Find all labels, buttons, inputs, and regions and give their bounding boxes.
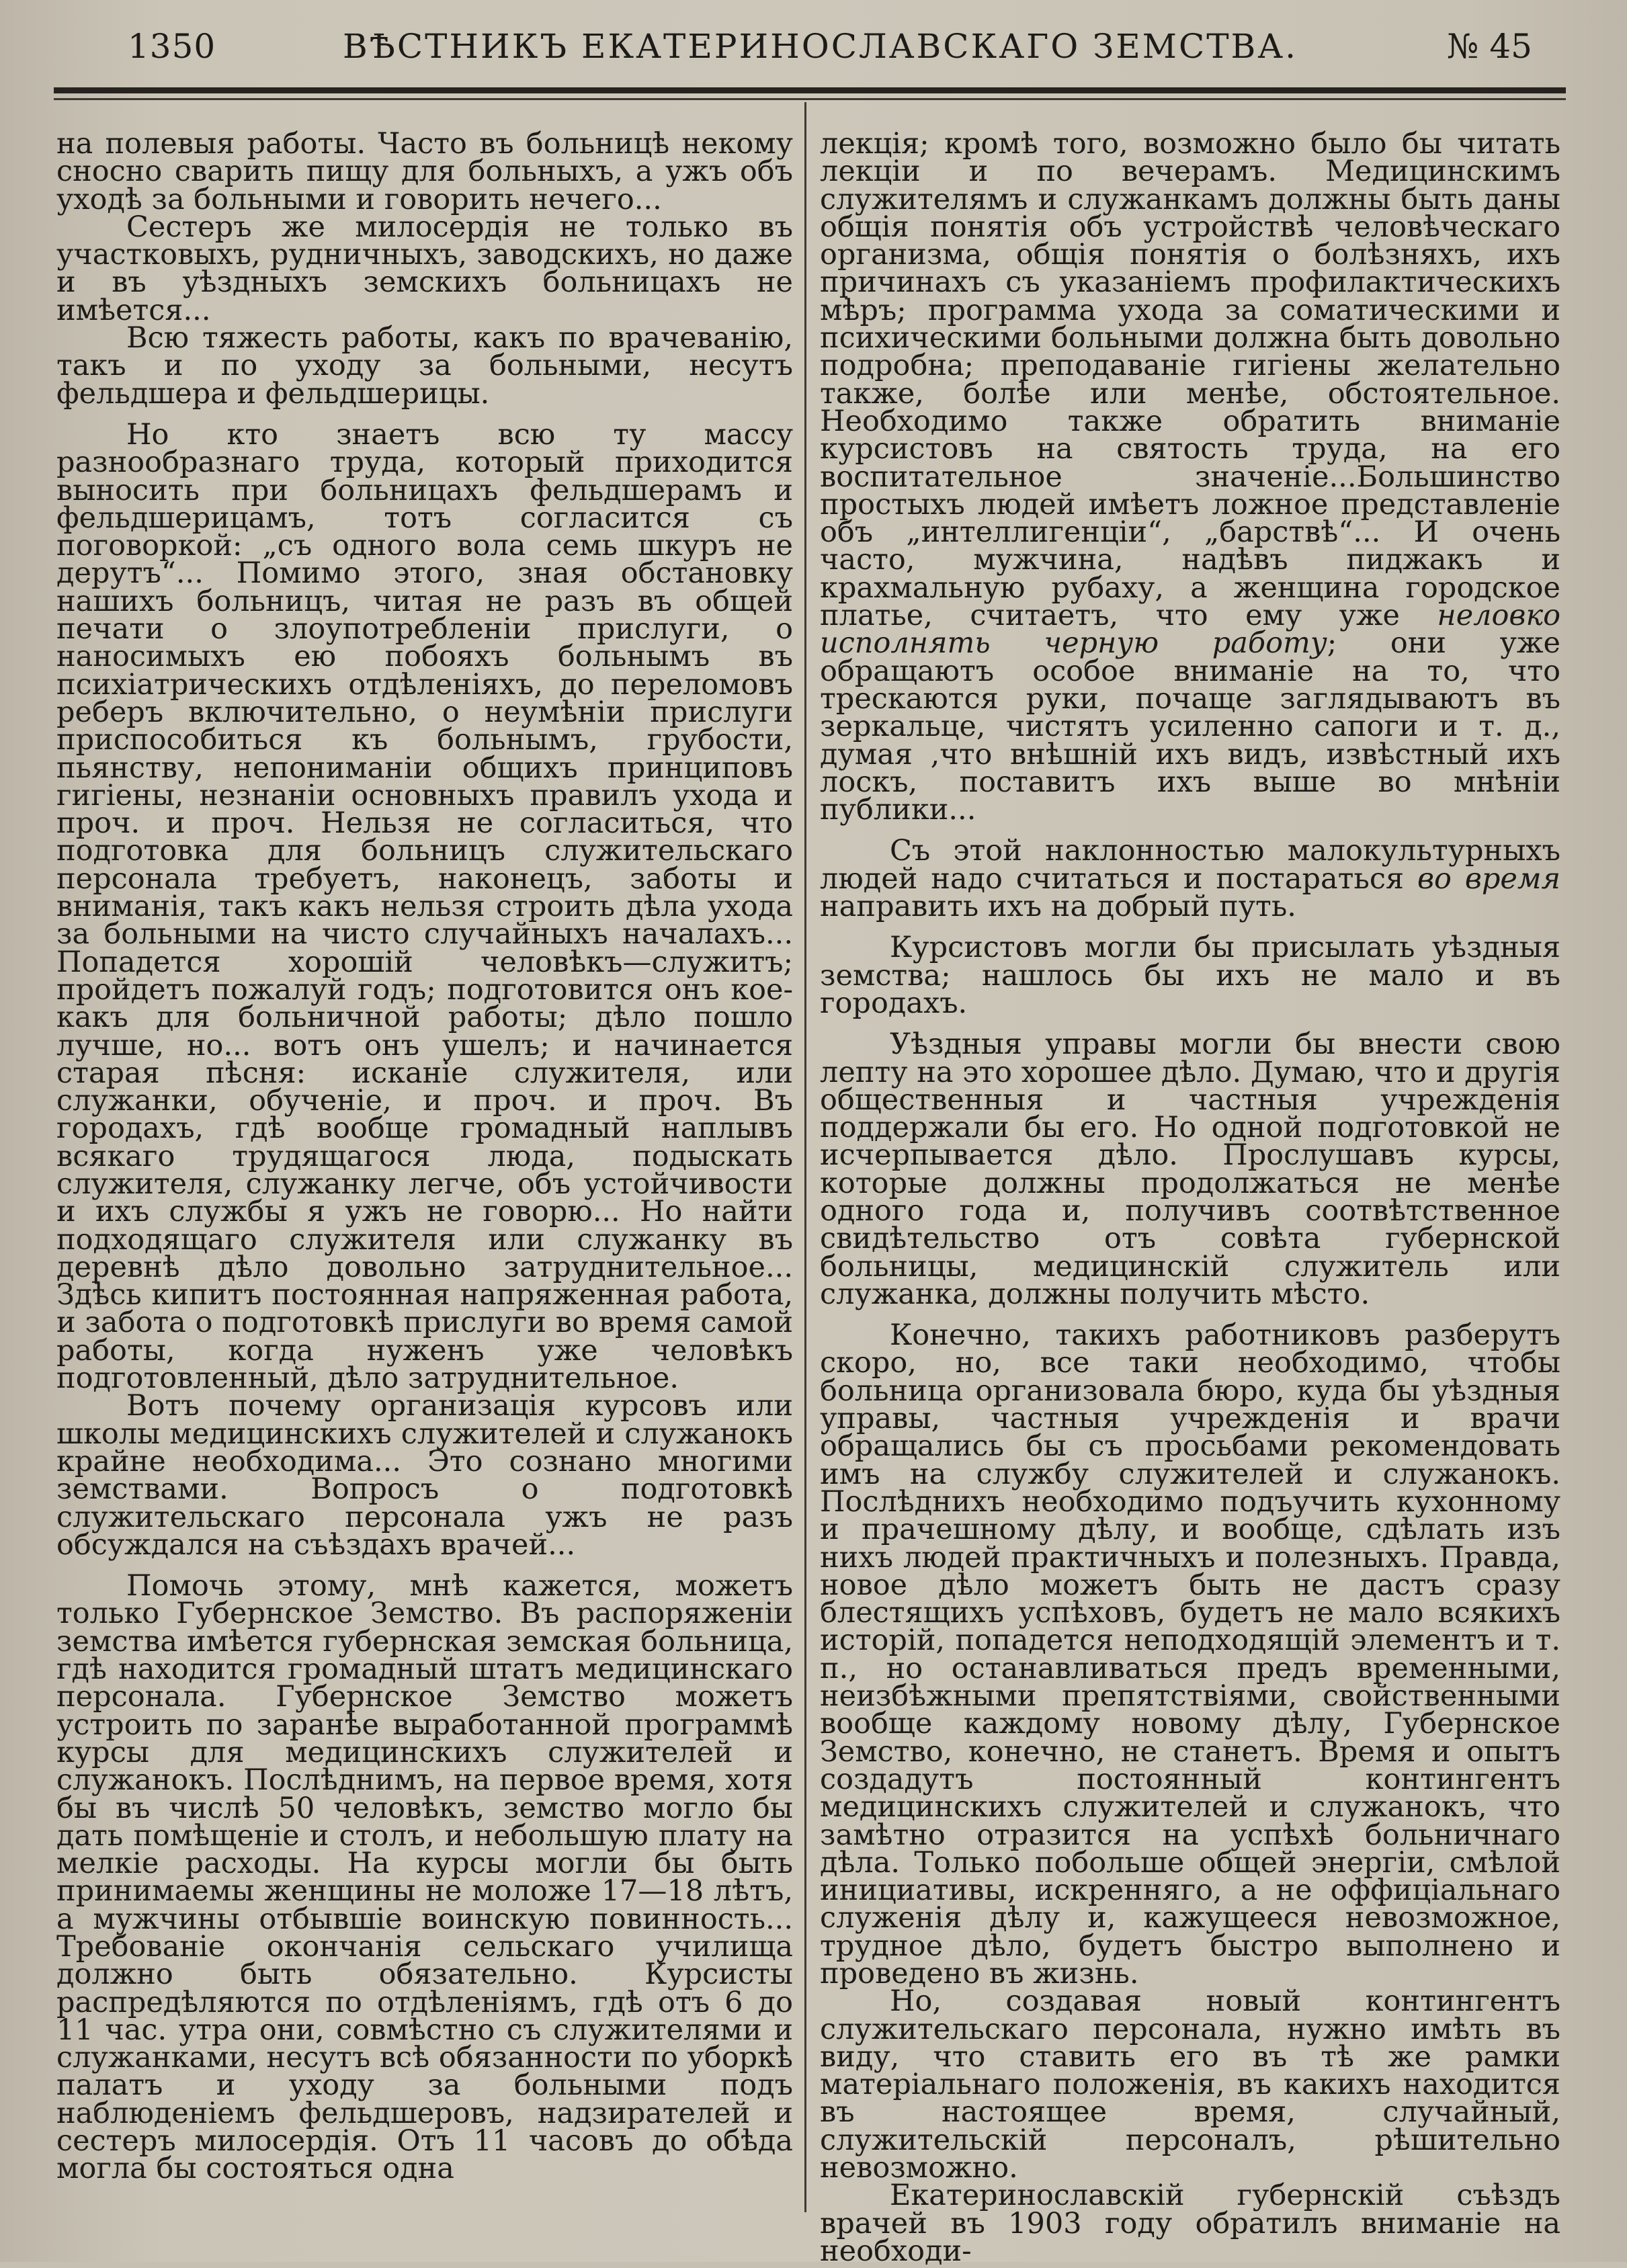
page-number: 1350	[128, 27, 216, 66]
paragraph: Екатеринославскій губернскій съѣздъ врачей въ 1903 году обратилъ вниманіе на необходи-	[820, 2179, 1560, 2268]
paragraph: Всю тяжесть работы, какъ по врачеванію, такъ и по уходу за больными, несутъ фельдшера и фельдшерицы.	[56, 321, 793, 411]
paragraph-text: направить ихъ на добрый путь.	[820, 890, 1296, 924]
paragraph: Но кто знаетъ всю ту массу разнообразнаго труда, который приходится выносить при больницахъ фельдшерамъ и фельдшерицамъ, тотъ согласится съ поговоркой: „съ одного вола семь шкуръ не дерутъ“... Помимо этого, зная обстановку нашихъ больницъ, читая не разъ въ общей печати о злоупотребленіи прислуги, о наносимыхъ ею побояхъ больнымъ въ психіатрическихъ отдѣленіяхъ, до переломовъ реберъ включительно, о неумѣніи прислуги приспособиться къ больнымъ, грубости, пьянству, непониманіи общихъ принциповъ гигіены, незнаніи основныхъ правилъ ухода и проч. и проч. Нельзя не согласиться, что подготовка для больницъ служительскаго персонала требуетъ, наконецъ, заботы и вниманія, такъ какъ нельзя строить дѣла ухода за больными на чисто случайныхъ началахъ... Попадется хорошій человѣкъ—служитъ; пройдетъ пожалуй годъ; подготовится онъ кое-какъ для больничной работы; дѣло пошло лучше, но... вотъ онъ ушелъ; и начинается старая пѣсня: исканіе служителя, или служанки, обученіе, и проч. и проч. Въ городахъ, гдѣ вообще громадный наплывъ всякаго трудящагося люда, подыскать служителя, служанку легче, объ устойчивости и ихъ службы я ужъ не говорю... Но найти подходящаго служителя или служанку въ деревнѣ дѣло довольно затруднительное... Здѣсь кипитъ постоянная напряженная работа, и забота о подготовкѣ прислуги во время самой работы, когда нуженъ уже человѣкъ подготовленный, дѣло затруднительное.	[56, 417, 793, 1396]
header-rule-thin	[54, 98, 1566, 100]
right-column	[820, 127, 1561, 2268]
paragraph	[820, 834, 1560, 924]
paragraph: Курсистовъ могли бы присылать уѣздныя земства; нашлось бы ихъ не мало и въ городахъ.	[820, 931, 1560, 1020]
paragraph-text: ; они уже обращаютъ особое вниманіе на то, что трескаются руки, почаще заглядываютъ въ зеркальце, чистятъ усиленно сапоги и т. д., думая ,что внѣшній ихъ видъ, извѣстный ихъ лоскъ, поставитъ ихъ выше во мнѣніи публики...	[820, 626, 1560, 827]
paragraph: Вотъ почему организація курсовъ или школы медицинскихъ служителей и служанокъ крайне необходима... Это сознано многими земствами. Вопросъ о подготовкѣ служительскаго персонала ужъ не разъ обсуждался на съѣздахъ врачей...	[56, 1389, 793, 1562]
paragraph: Сестеръ же милосердія не только въ участковыхъ, рудничныхъ, заводскихъ, но даже и въ уѣздныхъ земскихъ больницахъ не имѣется...	[56, 210, 793, 327]
paragraph: на полевыя работы. Часто въ больницѣ некому сносно сварить пищу для больныхъ, а ужъ объ уходѣ за больными и говорить нечего...	[56, 127, 793, 216]
left-column	[56, 127, 793, 2186]
paragraph: Помочь этому, мнѣ кажется, можетъ только Губернское Земство. Въ распоряженіи земства имѣется губернская земская больница, гдѣ находится громадный штатъ медицинскаго персонала. Губернское Земство можетъ устроить по заранѣе выработанной программѣ курсы для медицинскихъ служителей и служанокъ. Послѣднимъ, на первое время, хотя бы въ числѣ 50 человѣкъ, земство могло бы дать помѣщеніе и столъ, и небольшую плату на мелкіе расходы. На курсы могли бы быть принимаемы женщины не моложе 17—18 лѣтъ, а мужчины отбывшіе воинскую повинность... Требованіе окончанія сельскаго училища должно быть обязательно. Курсисты распредѣляются по отдѣленіямъ, гдѣ отъ 6 до 11 час. утра они, совмѣстно съ служителями и служанками, несутъ всѣ обязанности по уборкѣ палатъ и уходу за больными подъ наблюденіемъ фельдшеровъ, надзирателей и сестеръ милосердія. Отъ 11 часовъ до обѣда могла бы состояться одна	[56, 1569, 793, 2186]
journal-title: ВѢСТНИКЪ ЕКАТЕРИНОСЛАВСКАГО ЗЕМСТВА.	[343, 27, 1298, 66]
running-head	[54, 20, 1573, 74]
italic-phrase: неловко исполнять черную работу	[820, 599, 1561, 661]
paragraph: Конечно, такихъ работниковъ разберутъ скоро, но, все таки необходимо, чтобы больница организовала бюро, куда бы уѣздныя управы, частныя учрежденія и врачи обращались бы съ просьбами рекомендовать имъ на службу служителей и служанокъ. Послѣднихъ необходимо подъучить кухонному и прачешному дѣлу, и вообще, сдѣлать изъ нихъ людей практичныхъ и полезныхъ. Правда, новое дѣло можетъ быть не дастъ сразу блестящихъ успѣховъ, будетъ не мало всякихъ исторій, попадется неподходящій элементъ и т. п., но останавливаться предъ временными, неизбѣжными препятствіями, свойственными вообще каждому новому дѣлу, Губернское Земство, конечно, не станетъ. Время и опытъ создадутъ постоянный контингентъ медицинскихъ служителей и служанокъ, что замѣтно отразится на успѣхѣ больничнаго дѣла. Только побольше общей энергіи, смѣлой инициативы, искренняго, а не оффиціальнаго служенія дѣлу и, кажущееся невозможное, трудное дѣло, будетъ быстро выполнено и проведено въ жизнь.	[820, 1318, 1560, 1990]
paragraph-text: Съ этой наклонностью малокультурныхъ людей надо считаться и постараться	[820, 834, 1560, 896]
paragraph	[820, 127, 1561, 827]
paragraph: Но, создавая новый контингентъ служительскаго персонала, нужно имѣть въ виду, что ставить его въ тѣ же рамки матеріальнаго положенія, въ какихъ находится въ настоящее время, случайный, служительскій персоналъ, рѣшительно невозможно.	[820, 1984, 1560, 2185]
paragraph: Уѣздныя управы могли бы внести свою лепту на это хорошее дѣло. Думаю, что и другія общественныя и частныя учрежденія поддержали бы его. Но одной подготовкой не исчерпывается дѣло. Прослушавъ курсы, которые должны продолжаться не менѣе одного года и, получивъ соотвѣтственное свидѣтельство отъ совѣта губернской больницы, медицинскій служитель или служанка, должны получить мѣсто.	[820, 1027, 1560, 1311]
issue-number: № 45	[1447, 27, 1532, 66]
column-divider	[804, 102, 806, 2212]
header-rule	[54, 87, 1566, 93]
paragraph-text: лекція; кромѣ того, возможно было бы читать лекціи и по вечерамъ. Медицинскимъ служителямъ и служанкамъ должны быть даны общія понятія объ устройствѣ человѣческаго организма, общія понятія о болѣзняхъ, ихъ причинахъ съ указаніемъ профилактическихъ мѣръ; программа ухода за соматическими и психическими больными должна быть довольно подробна; преподаваніе гигіены желательно также, болѣе или менѣе, обстоятельное. Необходимо также обратить вниманіе курсистовъ на святость труда, на его воспитательное значеніе...Большинство простыхъ людей имѣетъ ложное представленіе объ „интеллигенціи“, „барствѣ“... И очень часто, мужчина, надѣвъ пиджакъ и крахмальную рубаху, а женщина городское платье, считаетъ, что ему уже	[820, 127, 1560, 633]
italic-phrase: во время	[1417, 862, 1560, 896]
